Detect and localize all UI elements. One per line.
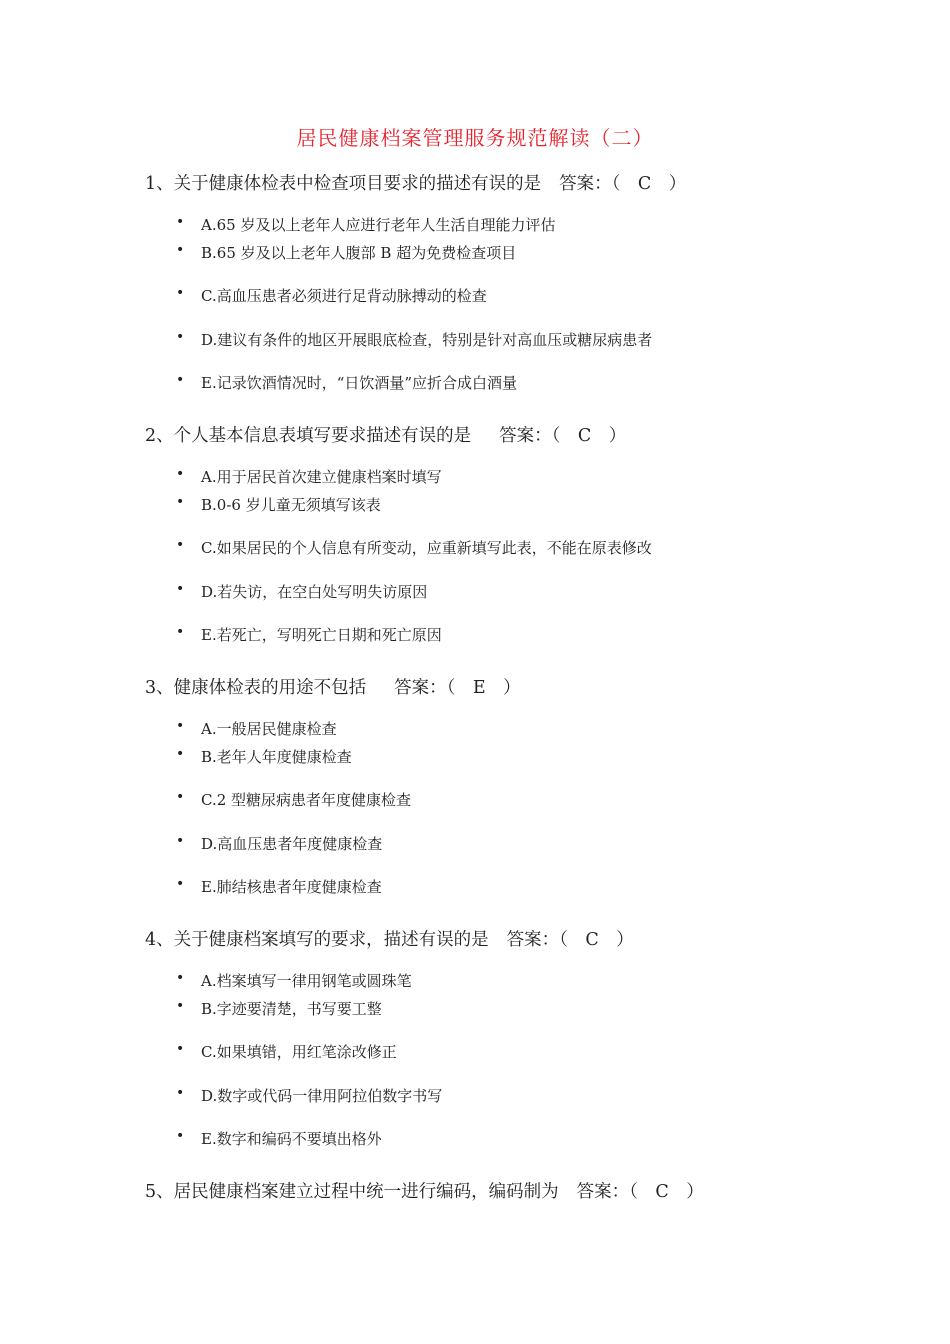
option-text: A.一般居民健康检查 (201, 720, 337, 738)
bullet-icon: • (176, 876, 185, 892)
bullet-icon: • (176, 1041, 185, 1057)
question-answer: 答案：（ C ） (506, 930, 634, 950)
question-1 (145, 170, 686, 195)
bullet-icon: • (176, 789, 185, 805)
bullet-icon: • (176, 998, 185, 1014)
bullet-icon: • (176, 537, 185, 553)
option-text: B.字迹要清楚，书写要工整 (201, 1000, 382, 1018)
bullet-icon: • (176, 329, 185, 345)
bullet-icon: • (176, 581, 185, 597)
bullet-icon: • (176, 833, 185, 849)
question-text: 1、关于健康体检表中检查项目要求的描述有误的是 (145, 174, 542, 194)
bullet-icon: • (176, 494, 185, 510)
option-text: A.档案填写一律用钢笔或圆珠笔 (201, 972, 412, 990)
option-text: B.0-6 岁儿童无须填写该表 (201, 496, 381, 514)
question-answer: 答案：（ C ） (499, 426, 627, 446)
question-text: 2、个人基本信息表填写要求描述有误的是 (145, 426, 472, 446)
bullet-icon: • (176, 1128, 185, 1144)
option-text: C.如果居民的个人信息有所变动，应重新填写此表，不能在原表修改 (201, 539, 652, 557)
option-text: E.若死亡，写明死亡日期和死亡原因 (201, 626, 442, 644)
page-title: 居民健康档案管理服务规范解读（二） (296, 126, 654, 150)
question-answer: 答案：（ C ） (576, 1182, 704, 1202)
question-answer: 答案：（ E ） (394, 678, 521, 698)
option-text: A.65 岁及以上老年人应进行老年人生活自理能力评估 (201, 216, 556, 234)
bullet-icon: • (176, 466, 185, 482)
question-3 (145, 674, 521, 699)
bullet-icon: • (176, 746, 185, 762)
question-2 (145, 422, 626, 447)
option-text: D.建议有条件的地区开展眼底检查，特别是针对高血压或糖尿病患者 (201, 331, 653, 349)
option-text: B.65 岁及以上老年人腹部 B 超为免费检查项目 (201, 244, 517, 262)
question-5 (145, 1178, 704, 1203)
bullet-icon: • (176, 372, 185, 388)
option-text: B.老年人年度健康检查 (201, 748, 352, 766)
bullet-icon: • (176, 970, 185, 986)
option-text: D.数字或代码一律用阿拉伯数字书写 (201, 1087, 443, 1105)
option-text: C.如果填错，用红笔涂改修正 (201, 1043, 397, 1061)
bullet-icon: • (176, 624, 185, 640)
bullet-icon: • (176, 242, 185, 258)
option-text: D.若失访，在空白处写明失访原因 (201, 583, 428, 601)
question-text: 5、居民健康档案建立过程中统一进行编码，编码制为 (145, 1182, 559, 1202)
bullet-icon: • (176, 718, 185, 734)
option-text: E.肺结核患者年度健康检查 (201, 878, 382, 896)
question-text: 4、关于健康档案填写的要求，描述有误的是 (145, 930, 489, 950)
question-answer: 答案：（ C ） (559, 174, 687, 194)
option-text: D.高血压患者年度健康检查 (201, 835, 383, 853)
question-text: 3、健康体检表的用途不包括 (145, 678, 367, 698)
option-text: A.用于居民首次建立健康档案时填写 (201, 468, 442, 486)
bullet-icon: • (176, 285, 185, 301)
question-4 (145, 926, 634, 951)
option-text: C.高血压患者必须进行足背动脉搏动的检查 (201, 287, 487, 305)
bullet-icon: • (176, 1085, 185, 1101)
option-text: C.2 型糖尿病患者年度健康检查 (201, 791, 412, 809)
bullet-icon: • (176, 214, 185, 230)
option-text: E.数字和编码不要填出格外 (201, 1130, 382, 1148)
option-text: E.记录饮酒情况时，“日饮酒量”应折合成白酒量 (201, 374, 518, 392)
